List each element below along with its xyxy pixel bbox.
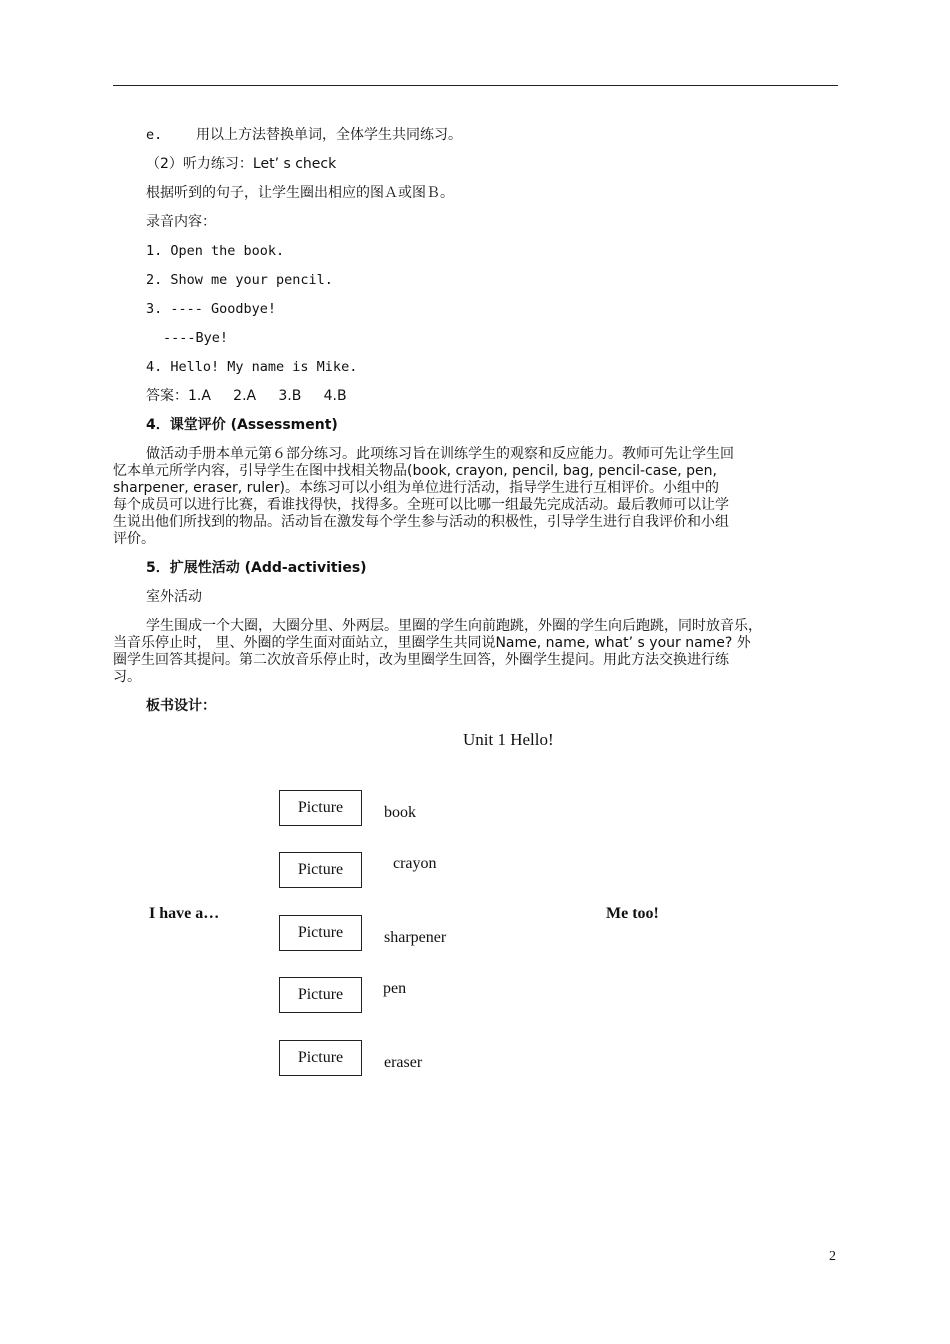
section4-line: sharpener, eraser, ruler)。本练习可以小组为单位进行活动，指导学生进行互相评价。小组中的 bbox=[113, 480, 720, 496]
recording-line: 3. ---- Goodbye! bbox=[146, 301, 277, 317]
picture-box: Picture bbox=[279, 790, 362, 826]
recording-line: 1. Open the book. bbox=[146, 243, 285, 259]
section4-heading: 4．课堂评价 (Assessment) bbox=[146, 417, 338, 433]
section5-line: 学生围成一个大圈，大圈分里、外两层。里圈的学生向前跑跳，外圈的学生向后跑跳，同时放音乐， bbox=[146, 618, 762, 634]
board-item: pen bbox=[383, 980, 407, 997]
section4-line: 评价。 bbox=[113, 531, 155, 547]
board-heading: 板书设计： bbox=[146, 698, 216, 714]
section5-line: 习。 bbox=[113, 669, 141, 685]
section5-sub: 室外活动 bbox=[146, 589, 202, 605]
picture-box: Picture bbox=[279, 915, 362, 951]
section5-heading: 5．扩展性活动 (Add-activities) bbox=[146, 560, 367, 576]
recording-line: ----Bye! bbox=[163, 330, 229, 346]
board-left-text: I have a… bbox=[149, 905, 220, 922]
step-e-label: e. bbox=[146, 127, 163, 143]
answers: 答案：1.A 2.A 3.B 4.B bbox=[146, 388, 347, 404]
section5-line: 当音乐停止时， 里、外圈的学生面对面站立，里圈学生共同说Name, name, what’ s your name? 外 bbox=[113, 635, 751, 651]
recording-line: 4. Hello! My name is Mike. bbox=[146, 359, 358, 375]
board-item: sharpener bbox=[384, 929, 447, 946]
step-e-text: 用以上方法替换单词，全体学生共同练习。 bbox=[196, 127, 462, 143]
board-right-text: Me too! bbox=[606, 905, 659, 922]
picture-box: Picture bbox=[279, 977, 362, 1013]
section4-line: 每个成员可以进行比赛，看谁找得快，找得多。全班可以比哪一组最先完成活动。最后教师可以让学 bbox=[113, 497, 729, 513]
listening-instruction: 根据听到的句子，让学生圈出相应的图Ａ或图Ｂ。 bbox=[146, 185, 454, 201]
recording-line: 2. Show me your pencil. bbox=[146, 272, 333, 288]
picture-box: Picture bbox=[279, 1040, 362, 1076]
recording-label: 录音内容： bbox=[146, 214, 216, 230]
header-rule bbox=[113, 85, 838, 86]
page-number: 2 bbox=[829, 1249, 836, 1264]
section4-line: 忆本单元所学内容，引导学生在图中找相关物品(book, crayon, pencil, bag, pencil-case, pen, bbox=[113, 463, 717, 479]
board-item: book bbox=[384, 804, 416, 821]
listening-title: （2）听力练习：Let’ s check bbox=[146, 156, 337, 172]
picture-box: Picture bbox=[279, 852, 362, 888]
section5-line: 圈学生回答其提问。第二次放音乐停止时，改为里圈学生回答，外圈学生提问。用此方法交换进行练 bbox=[113, 652, 729, 668]
section4-line: 生说出他们所找到的物品。活动旨在激发每个学生参与活动的积极性，引导学生进行自我评价和小组 bbox=[113, 514, 729, 530]
board-title: Unit 1 Hello! bbox=[463, 730, 554, 749]
board-item: crayon bbox=[393, 855, 437, 872]
board-item: eraser bbox=[384, 1054, 423, 1071]
section4-line: 做活动手册本单元第６部分练习。此项练习旨在训练学生的观察和反应能力。教师可先让学生回 bbox=[146, 446, 734, 462]
